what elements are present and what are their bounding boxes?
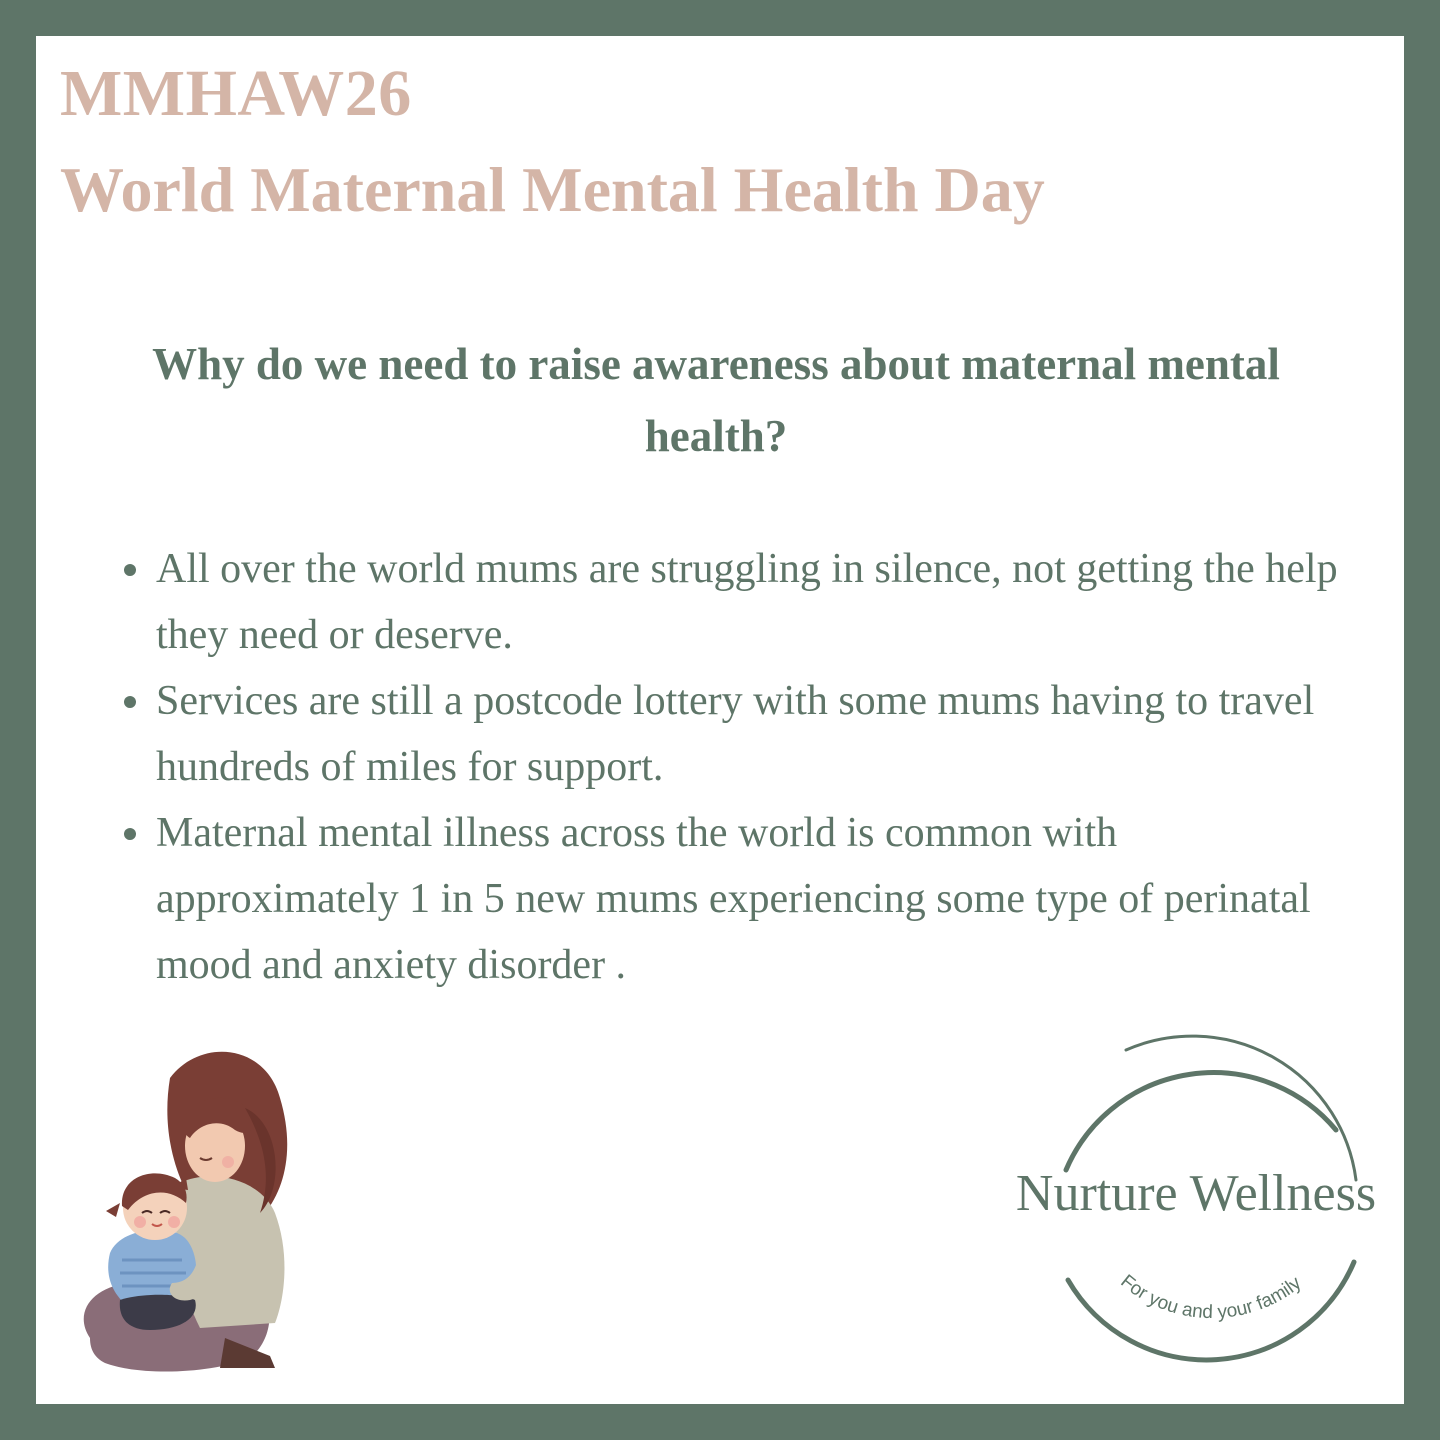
bullet-list: [120, 536, 1360, 998]
mother-hugging-child-illustration: [50, 1038, 310, 1378]
logo-tagline: For you and your family: [1116, 1270, 1306, 1324]
bullet-icon: [124, 564, 136, 576]
list-item-text: Maternal mental illness across the world is common with approximately 1 in 5 new mums experiencing some type of perinatal mood and anxiety disorder .: [156, 810, 1311, 988]
page-title: World Maternal Mental Health Day: [60, 154, 1045, 225]
list-item: [120, 536, 1360, 668]
bullet-icon: [124, 696, 136, 708]
nurture-wellness-logo: [996, 1030, 1396, 1370]
list-item-text: Services are still a postcode lottery with some mums having to travel hundreds of miles for support.: [156, 678, 1315, 790]
logo-name: Nurture Wellness: [1015, 1165, 1377, 1222]
list-item: [120, 668, 1360, 800]
post-card: [36, 36, 1404, 1404]
campaign-tag: MMHAW26: [60, 57, 412, 130]
list-item: [120, 800, 1360, 998]
bullet-icon: [124, 828, 136, 840]
question-heading: Why do we need to raise awareness about maternal mental health?: [152, 339, 1280, 461]
list-item-text: All over the world mums are struggling in silence, not getting the help they need or deserve.: [156, 546, 1338, 658]
